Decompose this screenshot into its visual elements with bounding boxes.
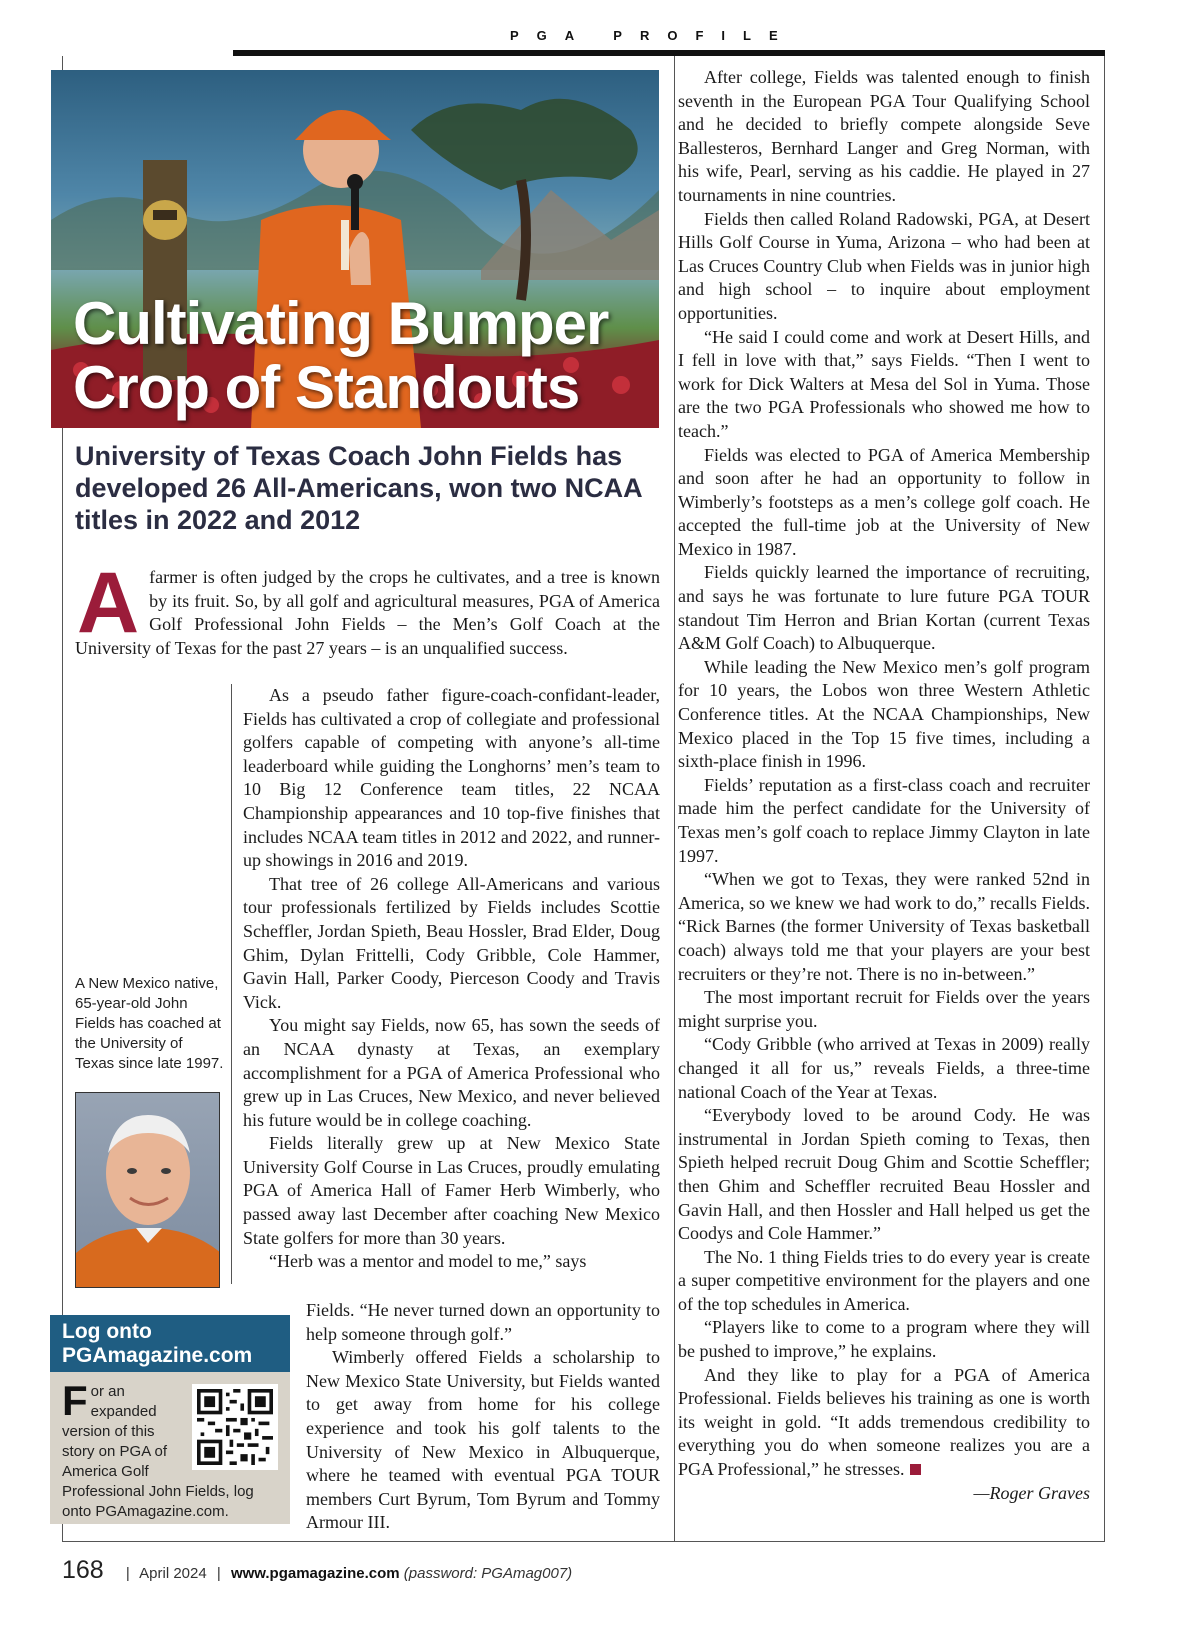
paragraph: Fields’ reputation as a first-class coach and recruiter made him the perfect candidate for the University of Texas men’s golf coach to replace Jimmy Clayton in late 1997. xyxy=(678,774,1090,866)
middle-column xyxy=(243,684,660,1274)
lead-text: farmer is often judged by the crops he cultivates, and a tree is known by its fruit. So, by all golf and agricultural measures, PGA of America Golf Professional John Fields – the Men’s Golf Coach at the University of Texas for the past 27 years – is an unqualified success. xyxy=(75,567,660,658)
promo-heading-line-1: Log onto xyxy=(62,1320,152,1343)
paragraph: “When we got to Texas, they were ranked 52nd in America, so we knew we had work to do,” recalls Fields. “Rick Barnes (the former University of Texas basketball coach) always told me that your players are your best recruiters or they’re not. There is no in-between.” xyxy=(678,869,1090,984)
paragraph: “Cody Gribble (who arrived at Texas in 2009) really changed it all for us,” reveals Fields, a three-time national Coach of the Year at Texas. xyxy=(678,1034,1090,1102)
promo-heading-line-2: PGAmagazine.com xyxy=(62,1344,253,1367)
paragraph: While leading the New Mexico men’s golf program for 10 years, the Lobos won three Western Athletic Conference titles. At the NCAA Championships, New Mexico placed in the Top 15 five times, including a sixth-place finish in 1996. xyxy=(678,656,1090,772)
promo-heading xyxy=(50,1315,290,1372)
page-footer xyxy=(62,1556,762,1585)
dropcap: A xyxy=(77,555,140,651)
paragraph: As a pseudo father figure-coach-confidant-leader, Fields has cultivated a crop of collegiate and professional golfers capable of competing with anyone’s all-time leaderboard while guiding the Longhorns’ men’s team to 10 Big 12 Conference team titles, 22 NCAA Championship appearances and 10 top-five finishes that includes NCAA team titles in 2012 and 2022, and runner-up showings in 2016 and 2019. xyxy=(243,685,660,871)
paragraph: Fields. “He never turned down an opportunity to help someone through golf.” xyxy=(306,1300,660,1344)
footer-separator: | xyxy=(125,1565,130,1582)
section-label: PGA PROFILE xyxy=(510,28,796,43)
password-note: (password: PGAmag007) xyxy=(403,1565,573,1582)
paragraph: Wimberly offered Fields a scholarship to New Mexico State University, but Fields wanted to get away from home for his college experience and took his golf talents to the University of New Mexico in Albuquerque, where he teamed with eventual PGA TOUR members Curt Byrum, Tom Byrum and Tommy Armour III. xyxy=(306,1347,660,1533)
promo-box xyxy=(50,1372,290,1524)
subheadline: University of Texas Coach John Fields has developed 26 All-Americans, won two NCAA titles in 2022 and 2012 xyxy=(75,441,642,535)
hero-photo xyxy=(51,70,659,428)
paragraph: After college, Fields was talented enough to finish seventh in the European PGA Tour Qualifying School and he decided to briefly compete alongside Seve Ballesteros, Bernhard Langer and Greg Norman, with his wife, Pearl, serving as his caddie. He played in 27 tournaments in nine countries. xyxy=(678,67,1090,205)
byline: —Roger Graves xyxy=(973,1482,1090,1503)
column-divider xyxy=(674,56,675,1542)
paragraph: The No. 1 thing Fields tries to do every year is create a super competitive environment for the players and one of the top schedules in America. xyxy=(678,1246,1090,1314)
paragraph: “Herb was a mentor and model to me,” says xyxy=(269,1251,587,1272)
portrait-illustration xyxy=(76,1093,220,1288)
headline xyxy=(73,292,659,420)
middle-column-continued xyxy=(306,1299,660,1535)
right-column xyxy=(678,66,1090,1505)
headline-line-1: Cultivating Bumper xyxy=(73,290,609,357)
final-text: And they like to play for a PGA of America Professional. Fields believes his training as one is worth its weight in gold. “It adds tremendous credibility to everything you do when someone realizes you are a PGA Professional,” he stresses. xyxy=(678,1364,1090,1480)
page-number: 168 xyxy=(62,1556,104,1584)
paragraph: That tree of 26 college All-Americans and various tour professionals fertilized by Fields includes Scottie Scheffler, Jordan Spieth, Beau Hossler, Brad Elder, Doug Ghim, Dylan Frittelli, Cody Gribble, Cole Hammer, Gavin Hall, Parker Coody, Pierceson Coody and Travis Vick. xyxy=(243,873,660,1012)
end-mark-icon xyxy=(910,1464,921,1475)
paragraph: Fields literally grew up at New Mexico State University Golf Course in Las Cruces, proudly emulating PGA of America Hall of Famer Herb Wimberly, who passed away last December after coaching New Mexico State golfers for more than 30 years. xyxy=(243,1133,660,1248)
frame-right-border xyxy=(1104,56,1105,1542)
promo-dropcap: F xyxy=(62,1377,88,1424)
paragraph: You might say Fields, now 65, has sown the seeds of an NCAA dynasty at Texas, an exemplary accomplishment for a PGA of America Professional who grew up in Las Cruces, New Mexico, and never believed his future would be in college coaching. xyxy=(243,1015,660,1130)
promo-text: or an expanded version of this story on PGA of America Golf Professional John Fields, log onto PGAmagazine.com. xyxy=(62,1383,254,1520)
paragraph: “Players like to come to a program where they will be pushed to improve,” he explains. xyxy=(678,1317,1090,1362)
paragraph: Fields quickly learned the importance of recruiting, and says he was fortunate to lure future PGA TOUR standout Tim Herron and Brian Kortan (current Texas A&M Golf Coach) to Albuquerque. xyxy=(678,562,1090,654)
paragraph: Fields then called Roland Radowski, PGA, at Desert Hills Golf Course in Yuma, Arizona – who had been at Las Cruces Country Club when Fields was in junior high and high school – to inquire about employment opportunities. xyxy=(678,208,1090,323)
website-link[interactable]: www.pgamagazine.com xyxy=(230,1565,400,1582)
paragraph: “He said I could come and work at Desert Hills, and I fell in love with that,” says Fields. “Then I went to work for Dick Walters at Mesa del Sol in Yuma. Those are the two PGA Professionals who showed me how to teach.” xyxy=(678,326,1090,441)
middle-column-rule xyxy=(231,684,232,1284)
paragraph: Fields was elected to PGA of America Membership and soon after he had an opportunity to follow in Wimberly’s footsteps as a men’s college golf coach. He accepted the full-time job at the University of New Mexico in 1987. xyxy=(678,444,1090,559)
paragraph-final xyxy=(678,1364,1090,1482)
paragraph: “Everybody loved to be around Cody. He was instrumental in Jordan Spieth coming to Texas, then Spieth helped recruit Doug Ghim and Scottie Scheffler; then Ghim and Scheffler recruited Beau Hossler and Gavin Hall, and then Hossler and Hall helped us get the Coodys and Cole Hammer.” xyxy=(678,1105,1090,1244)
lead-paragraph xyxy=(75,555,660,660)
qr-code[interactable] xyxy=(192,1384,278,1470)
frame-bottom-border xyxy=(674,1541,1105,1542)
footer-separator: | xyxy=(216,1565,221,1582)
issue-date: April 2024 xyxy=(139,1565,207,1582)
headline-line-2: Crop of Standouts xyxy=(73,354,580,421)
paragraph: The most important recruit for Fields over the years might surprise you. xyxy=(678,987,1090,1031)
photo-caption: A New Mexico native, 65-year-old John Fields has coached at the University of Texas since late 1997. xyxy=(75,975,224,1072)
portrait-photo xyxy=(75,1092,220,1288)
qr-code-icon xyxy=(197,1389,273,1465)
